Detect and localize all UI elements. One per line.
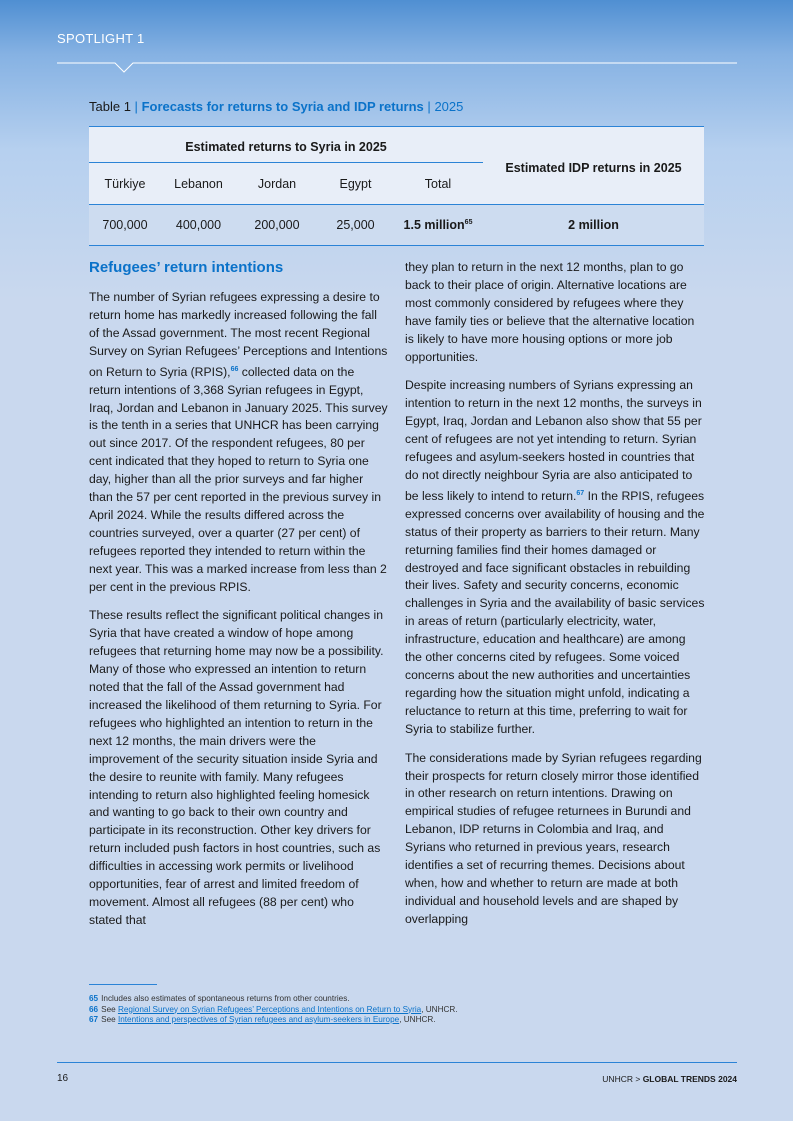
table-caption-separator: | bbox=[134, 99, 138, 114]
right-column bbox=[405, 259, 705, 940]
footnote-link[interactable]: Regional Survey on Syrian Refugees’ Perceptions and Intentions on Return to Syria bbox=[117, 1004, 422, 1014]
page-number: 16 bbox=[57, 1073, 69, 1084]
table-row bbox=[89, 205, 704, 246]
cell-lebanon: 400,000 bbox=[161, 205, 236, 246]
paragraph: These results reflect the significant political changes in Syria that have created a window of hope among refugees that returning home may now be a possibility. Many of those who expressed an intention to return noted that the fall of the Assad government had increased the likelihood of them returning to Syria. For refugees who highlighted an intention to return in the next 12 months, the main drivers were the improvement of the security situation inside Syria and the desire to reunite with family. Many refugees intending to return also highlighted feeling homesick and wanting to go back to their own country and participate in its reconstruction. Other key drivers for return included push factors in host countries, such as difficulties in accessing work permits or livelihood opportunities, fear of arrest and limited freedom of movement. Almost all refugees (88 per cent) who stated that bbox=[89, 608, 384, 927]
cell-total bbox=[393, 205, 483, 246]
forecast-table bbox=[89, 126, 704, 246]
cell-jordan: 200,000 bbox=[236, 205, 318, 246]
paragraph: The number of Syrian refugees expressing a desire to return home has markedly increased following the fall of the Assad government. The most recent Regional Survey on Syrian Refugees’ Perceptions and Intentions on Return to Syria (RPIS),$^{66}$ collected data on the return intentions of 3,368 Syrian refugees in Egypt, Iraq, Jordan and Lebanon in January 2025. This survey is the tenth in a series that UNHCR has been carrying out since 2017. Of the respondent refugees, 80 per cent indicated that they hoped to return to Syria one day, higher than all the prior surveys and far higher than the 57 per cent reported in the previous survey in April 2024. While the results differed across the countries surveyed, over a quarter (27 per cent) of refugees reported they intended to return within the next year. This was a marked increase from less than 2 per cent in the previous RPIS. bbox=[89, 290, 388, 594]
cell-turkiye: 700,000 bbox=[89, 205, 161, 246]
table-caption-separator: | bbox=[427, 99, 431, 114]
column-header-jordan: Jordan bbox=[236, 163, 318, 205]
footnote: 66 See Regional Survey on Syrian Refugees’ Perceptions and Intentions on Return to Syria, UNHCR. bbox=[89, 1004, 458, 1014]
paragraph: The considerations made by Syrian refugees regarding their prospects for return closely mirror those identified in other research on return intentions. Drawing on empirical studies of refugee returnees in Burundi and Lebanon, IDP returns in Colombia and Iraq, and Syrians who returned in previous years, research identifies a set of recurring themes. Decisions about when, how and whether to return are made at both individual and household levels and are shaped by overlapping bbox=[405, 750, 702, 926]
footnote: 65 Includes also estimates of spontaneous returns from other countries. bbox=[89, 994, 350, 1003]
column-header-egypt: Egypt bbox=[318, 163, 393, 205]
column-header-lebanon: Lebanon bbox=[161, 163, 236, 205]
column-header-total: Total bbox=[393, 163, 483, 205]
footnote-ref[interactable]: 66 bbox=[230, 365, 239, 373]
footnote-ref: 65 bbox=[464, 218, 473, 226]
table-caption-title: Forecasts for returns to Syria and IDP returns bbox=[141, 99, 424, 114]
footer-brand: UNHCR > GLOBAL TRENDS 2024 bbox=[602, 1074, 737, 1084]
footnote-ref[interactable]: 67 bbox=[576, 489, 585, 497]
footer-divider bbox=[57, 1062, 737, 1063]
cell-total-value: 1.5 million bbox=[403, 218, 465, 232]
column-header-turkiye: Türkiye bbox=[89, 163, 161, 205]
footnotes bbox=[89, 994, 458, 1026]
paragraph: they plan to return in the next 12 months, plan to go back to their place of origin. Alternative locations are most commonly considered by refugees where they have family ties or believe that the alternative location is likely to have more housing options or more job opportunities. bbox=[405, 260, 695, 364]
cell-egypt: 25,000 bbox=[318, 205, 393, 246]
table-caption-year: 2025 bbox=[434, 99, 464, 114]
left-column bbox=[89, 259, 389, 941]
footnote: 67 See Intentions and perspectives of Syrian refugees and asylum-seekers in Europe, UNHCR. bbox=[89, 1015, 436, 1024]
table-caption-prefix: Table 1 bbox=[89, 99, 131, 114]
header-divider bbox=[57, 62, 737, 76]
paragraph: Despite increasing numbers of Syrians expressing an intention to return in the next 12 months, the surveys in Egypt, Iraq, Jordan and Lebanon also show that 55 per cent of refugees are not yet intending to return. Syrian refugees and asylum-seekers hosted in countries that do not directly neighbour Syria are also anticipated to be less likely to intend to return.$^{67}$ In the RPIS, refugees expressed concerns over availability of housing and the status of their property as barriers to their return. Many returning families find their homes damaged or destroyed and face significant obstacles in rebuilding their lives. Safety and security concerns, economic challenges in Syria and the availability of basic services in areas of return (particularly electricity, water, infrastructure, education and healthcare) are among the other concerns cited by refugees. Some voiced concerns about the new authorities and uncertainties regarding how the situation might unfold, indicating a reluctance to return at this time, preferring to wait for Syria to stabilize further. bbox=[405, 378, 705, 736]
footnote-divider bbox=[89, 984, 157, 985]
footnote-link[interactable]: Intentions and perspectives of Syrian refugees and asylum-seekers in Europe bbox=[117, 1015, 400, 1024]
idp-group-header: Estimated IDP returns in 2025 bbox=[483, 127, 704, 205]
table-caption bbox=[89, 99, 463, 114]
section-heading: Refugees’ return intentions bbox=[89, 259, 284, 276]
section-label: SPOTLIGHT 1 bbox=[57, 31, 145, 46]
cell-idp-returns: 2 million bbox=[483, 205, 704, 246]
returns-group-header: Estimated returns to Syria in 2025 bbox=[89, 127, 483, 163]
